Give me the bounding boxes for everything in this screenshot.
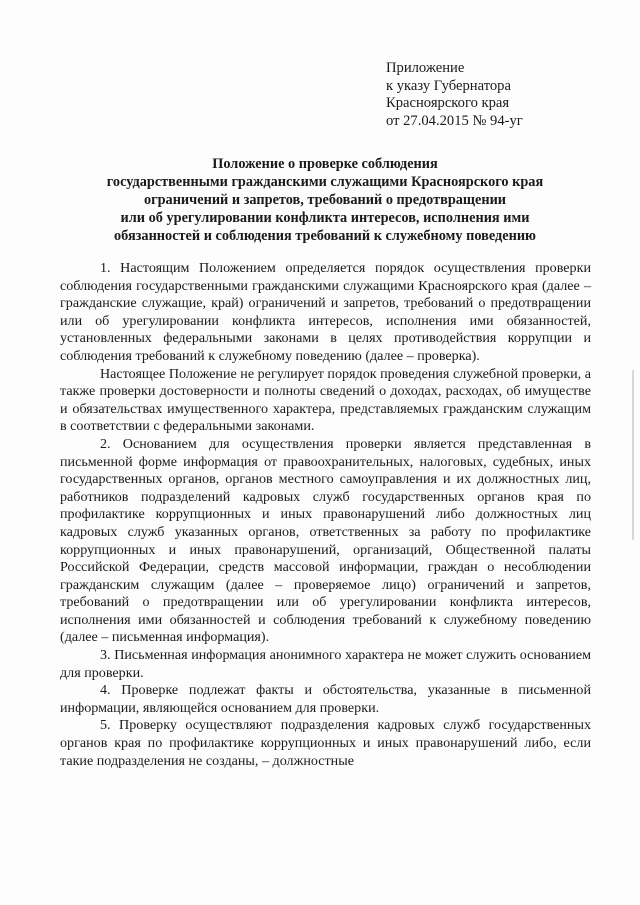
paragraph-3: 3. Письменная информация анонимного характера не может служить основанием для проверки. — [60, 647, 591, 681]
paragraph-1: 1. Настоящим Положением определяется порядок осуществления проверки соблюдения государственными гражданскими служащими Красноярского края (далее – гражданские служащие, край) ограничений и запретов, требований о предотвращении или об урегулировании конфликта интересов, исполнения ими обязанностей, установленных федеральными законами в целях противодействия коррупции и соблюдения требований к служебному поведению (далее – проверка). — [60, 260, 591, 364]
title-line: государственными гражданскими служащими Красноярского края — [106, 174, 544, 190]
scan-edge-mark — [630, 370, 636, 540]
document-body — [60, 260, 591, 770]
appendix-date-line: от 27.04.2015 № 94-уг — [386, 112, 523, 129]
appendix-line: Приложение — [386, 60, 465, 76]
appendix-block — [386, 60, 523, 130]
title-line: обязанностей и соблюдения требований к служебному поведению — [114, 228, 536, 244]
paragraph-1-continued: Настоящее Положение не регулирует порядок проведения служебной проверки, а также проверки достоверности и полноты сведений о доходах, расходах, об имуществе и обязательствах имущественного характера, представляемых гражданским служащим в соответствии с федеральными законами. — [60, 365, 591, 435]
document-title — [60, 155, 590, 245]
paragraph-2: 2. Основанием для осуществления проверки является представленная в письменной форме информация от правоохранительных, налоговых, судебных, иных государственных органов, органов местного самоуправления и их должностных лиц, работников подразделений кадровых служб государственных органов края по профилактике коррупционных и иных правонарушений либо должностных лиц кадровых служб указанных органов, ответственных за работу по профилактике коррупционных и иных правонарушений, организаций, Общественной палаты Российской Федерации, средств массовой информации, граждан о несоблюдении гражданским служащим (далее – проверяемое лицо) ограничений и запретов, требований о предотвращении или об урегулировании конфликта интересов, исполнения ими обязанностей и соблюдения требований к служебному поведению (далее – письменная информация). — [60, 435, 591, 646]
appendix-line: Красноярского края — [386, 95, 510, 111]
title-line: Положение о проверке соблюдения — [212, 156, 438, 172]
title-line: или об урегулировании конфликта интересов, исполнения ими — [120, 210, 530, 226]
title-line: ограничений и запретов, требований о предотвращении — [143, 192, 507, 208]
appendix-line: к указу Губернатора — [386, 77, 511, 94]
paragraph-4: 4. Проверке подлежат факты и обстоятельства, указанные в письменной информации, являющейся основанием для проверки. — [60, 682, 591, 716]
paragraph-5: 5. Проверку осуществляют подразделения кадровых служб государственных органов края по профилактике коррупционных и иных правонарушений либо, если такие подразделения не созданы, – должностные — [60, 717, 591, 769]
